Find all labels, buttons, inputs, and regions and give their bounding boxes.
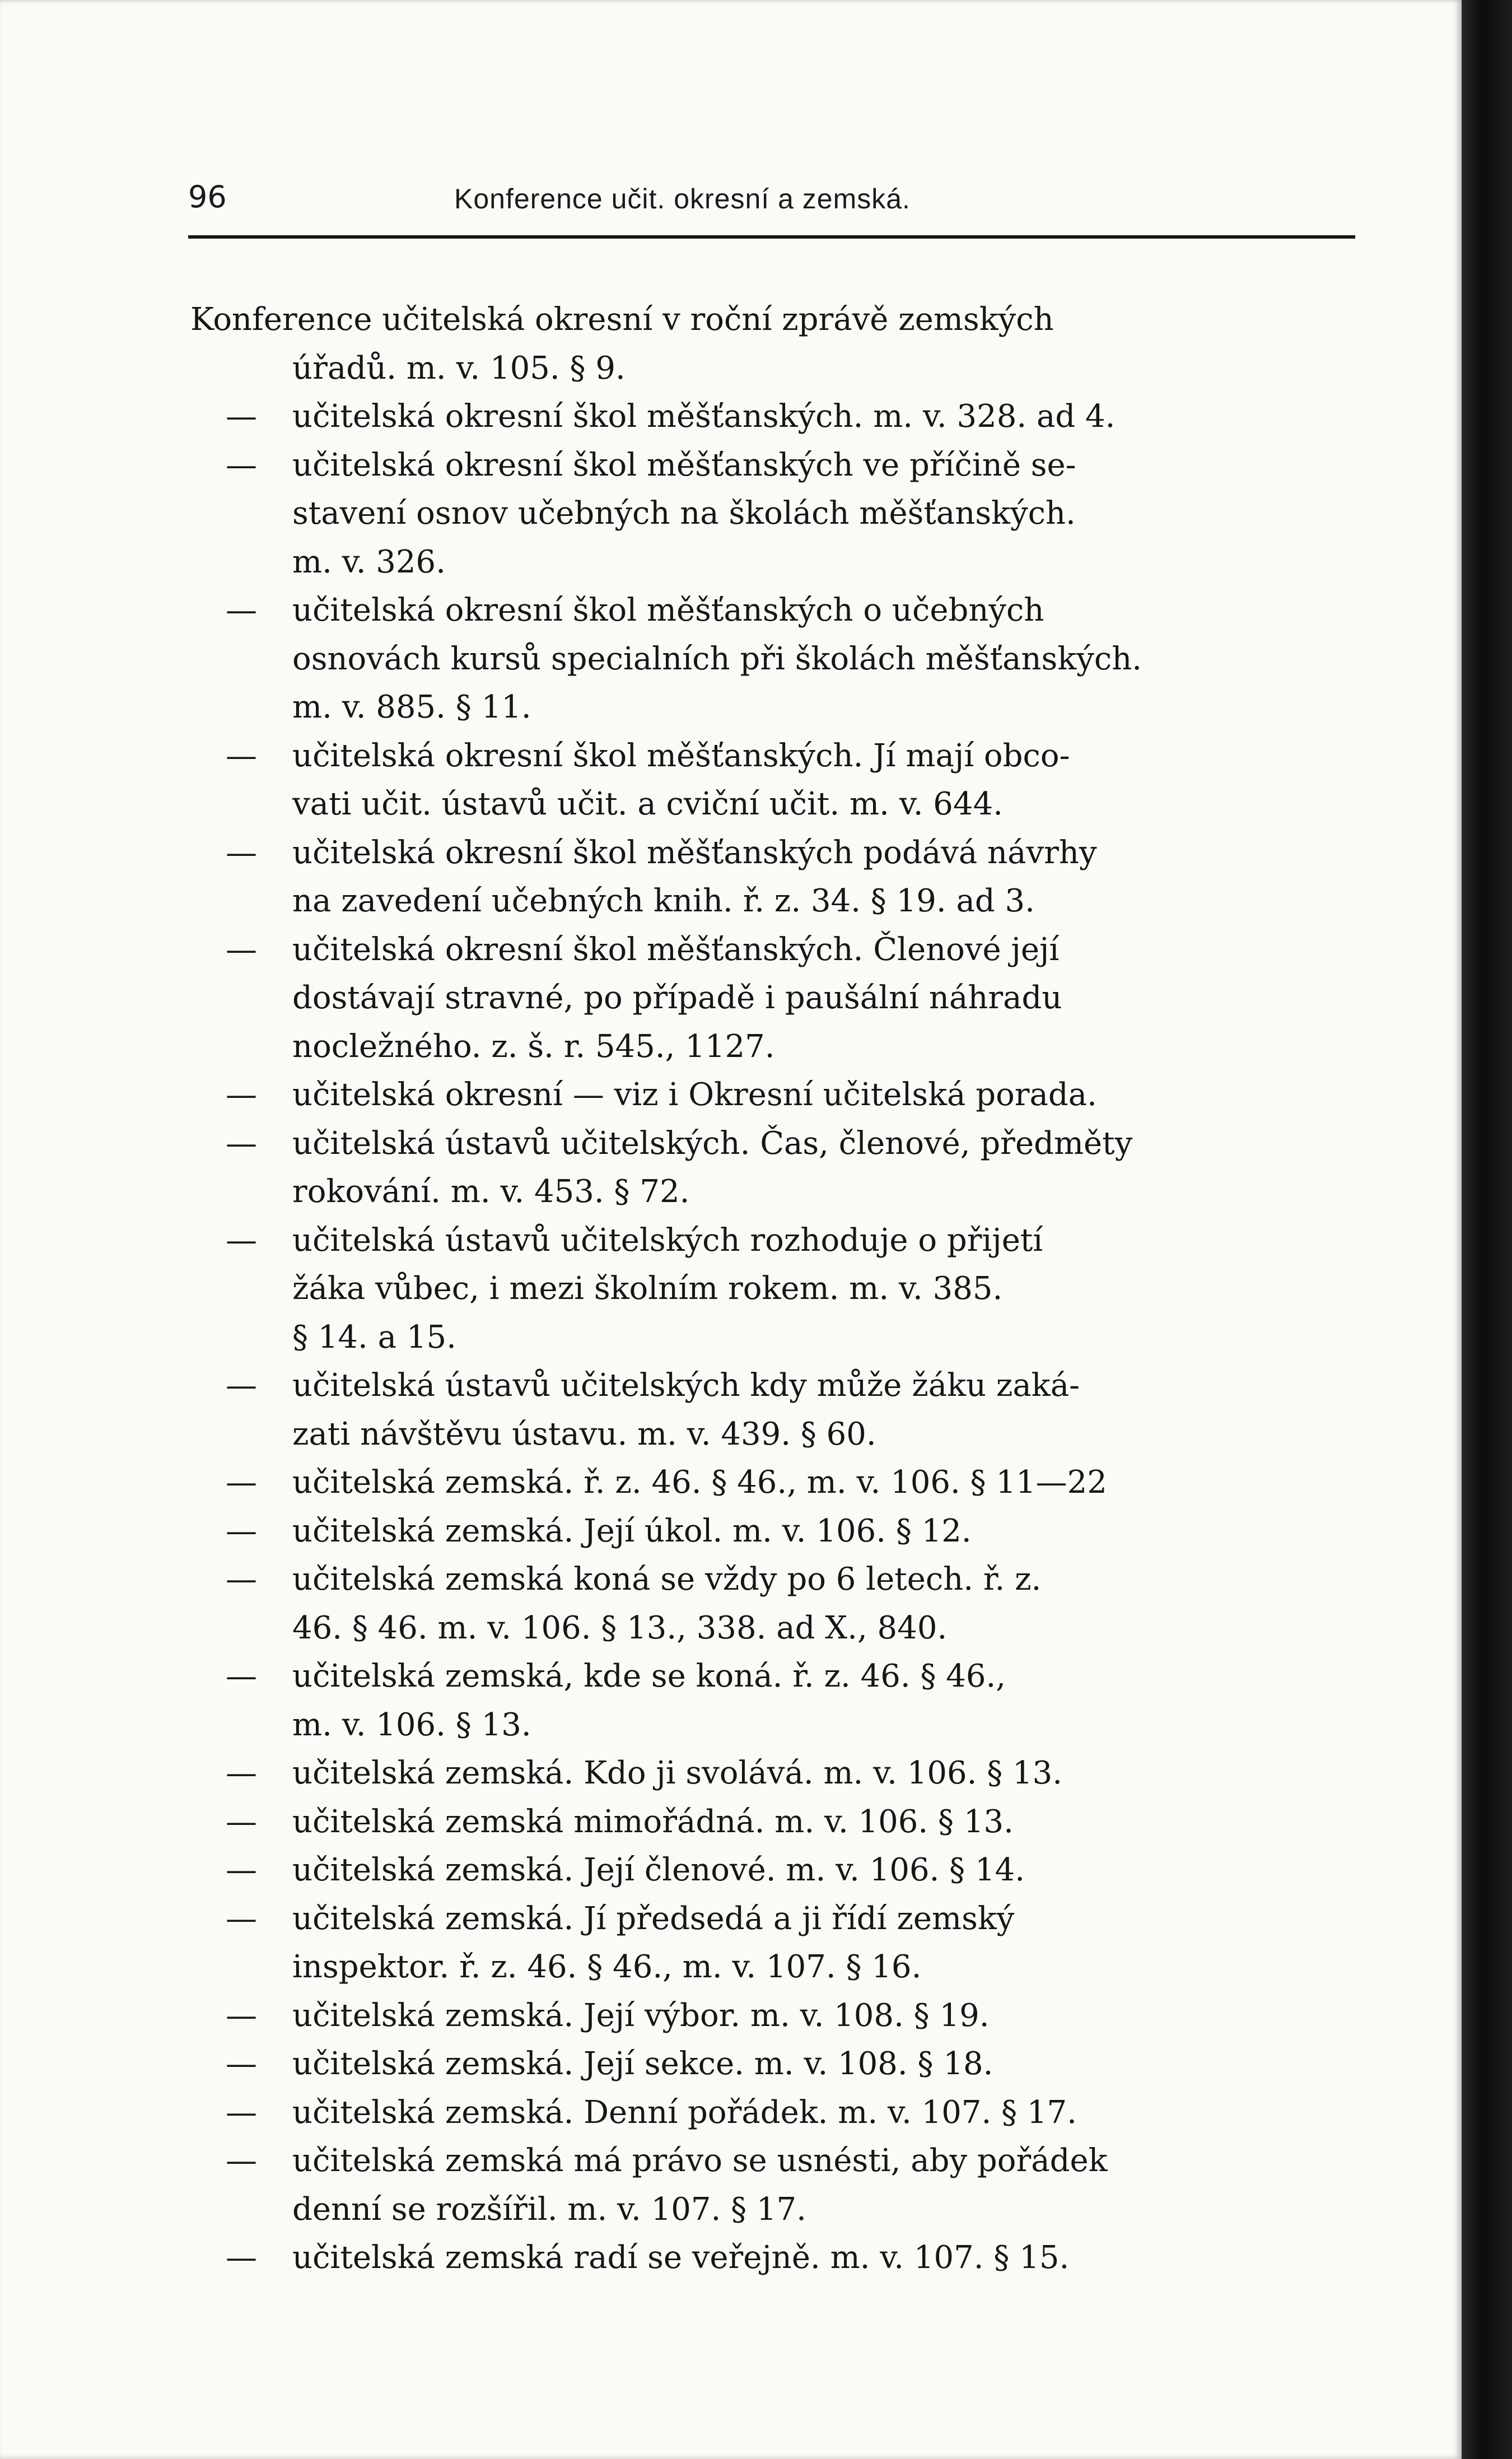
page-edge [1462,0,1512,2459]
entry-text: učitelská zemská. Její úkol. m. v. 106. § 12. [292,1512,972,1549]
entry-line [190,780,1361,829]
entry-dash: — [226,1077,257,1113]
index-entry [190,1071,1361,1120]
entry-text: učitelská okresní škol měšťanských. m. v. 328. ad 4. [292,398,1116,435]
index-entry [190,2089,1361,2137]
page-number: 96 [188,179,227,215]
entry-text: učitelská zemská. Denní pořádek. m. v. 107. § 17. [292,2094,1077,2131]
entry-text: učitelská okresní škol měšťanských. Jí mají obco- [292,737,1070,774]
entry-dash: — [226,834,257,871]
entry-text: osnovách kursů specialních při školách měšťanských. [292,640,1142,677]
index-entry [190,1217,1361,1362]
entry-text: m. v. 885. § 11. [292,689,531,725]
entry-line [190,1507,1361,1556]
entry-line [190,1701,1361,1750]
index-entry [190,1895,1361,1992]
entry-text: § 14. a 15. [292,1319,456,1356]
entry-line [190,829,1361,878]
index-entry [190,1362,1361,1459]
entry-line [190,635,1361,684]
entry-line [190,926,1361,975]
entry-text: stavení osnov učebných na školách měšťanských. [292,495,1076,532]
entry-line [190,2186,1361,2234]
index-entry [190,2040,1361,2089]
entry-dash: — [226,2143,257,2179]
entry-text: učitelská zemská. Jí předsedá a ji řídí zemský [292,1900,1015,1937]
entry-text: zati návštěvu ústavu. m. v. 439. § 60. [292,1415,876,1452]
index-entry [190,829,1361,926]
entry-dash: — [226,1803,257,1840]
index-entry [190,586,1361,732]
entry-text: učitelská okresní — viz i Okresní učitelská porada. [292,1077,1097,1113]
index-entry [190,732,1361,829]
entry-line [190,1798,1361,1847]
entry-line [190,1217,1361,1265]
index-entry [190,926,1361,1072]
entry-text: úřadů. m. v. 105. § 9. [292,350,626,386]
entry-line [190,1314,1361,1362]
entry-dash: — [226,1464,257,1501]
entry-text: denní se rozšířil. m. v. 107. § 17. [292,2191,806,2228]
entry-dash: — [226,1125,257,1162]
entry-text: učitelská zemská. Její členové. m. v. 106. § 14. [292,1852,1025,1888]
entry-dash: — [226,1852,257,1888]
entry-dash: — [226,1222,257,1259]
index-entry [190,1555,1361,1652]
entry-line [190,344,1361,393]
entry-dash: — [226,1658,257,1694]
running-title: Konference učit. okresní a zemská. [454,183,911,215]
index-entries [190,296,1361,2283]
entry-dash: — [226,2239,257,2276]
index-entry [190,1749,1361,1798]
entry-dash: — [226,398,257,435]
entry-line [190,1410,1361,1459]
entry-line [190,732,1361,781]
entry-line [190,1749,1361,1798]
entry-text: učitelská zemská. Její sekce. m. v. 108. § 18. [292,2046,993,2082]
entry-dash: — [226,1367,257,1404]
entry-line [190,586,1361,635]
entry-line [190,1555,1361,1604]
index-entry [190,441,1361,587]
index-entry [190,1846,1361,1895]
entry-line [190,2089,1361,2137]
entry-text: učitelská zemská. Její výbor. m. v. 108. § 19. [292,1997,990,2034]
entry-text: učitelská okresní škol měšťanských podává návrhy [292,834,1097,871]
entry-line [190,538,1361,587]
index-entry [190,1507,1361,1556]
entry-line [190,2040,1361,2089]
entry-line [190,1168,1361,1217]
entry-dash: — [226,592,257,628]
entry-text: učitelská okresní škol měšťanských. Členové její [292,931,1060,968]
entry-dash: — [226,931,257,968]
entry-text: učitelská zemská. ř. z. 46. § 46., m. v. 106. § 11—22 [292,1464,1107,1501]
entry-text: učitelská okresní škol měšťanských ve příčině se- [292,446,1076,483]
entry-line [190,1459,1361,1507]
entry-line [190,1846,1361,1895]
entry-dash: — [226,737,257,774]
entry-text: učitelská ústavů učitelských kdy může žáku zaká- [292,1367,1080,1404]
entry-text: učitelská ústavů učitelských rozhoduje o přijetí [292,1222,1043,1259]
entry-line [190,1652,1361,1701]
entry-line [190,393,1361,441]
entry-line [190,1895,1361,1944]
entry-line [190,1604,1361,1653]
entry-text: učitelská zemská mimořádná. m. v. 106. § 13. [292,1803,1014,1840]
entry-text: m. v. 106. § 13. [292,1706,531,1743]
header-rule [188,235,1355,239]
index-entry [190,393,1361,441]
entry-line [190,2137,1361,2186]
entry-text: učitelská zemská, kde se koná. ř. z. 46. § 46., [292,1658,1006,1694]
entry-dash: — [226,1755,257,1791]
entry-text: nocležného. z. š. r. 545., 1127. [292,1028,775,1065]
entry-line [190,296,1361,344]
index-entry [190,2234,1361,2283]
entry-line [190,1362,1361,1410]
entry-text: 46. § 46. m. v. 106. § 13., 338. ad X., 840. [292,1609,948,1646]
entry-text: vati učit. ústavů učit. a cviční učit. m. v. 644. [292,786,1003,822]
entry-line [190,1071,1361,1120]
page-header [188,179,1355,218]
entry-dash: — [226,2094,257,2131]
entry-line [190,1265,1361,1314]
entry-line [190,1023,1361,1072]
entry-dash: — [226,1900,257,1937]
entry-text: m. v. 326. [292,543,446,580]
index-entry [190,1459,1361,1507]
entry-line [190,490,1361,538]
entry-text: na zavedení učebných knih. ř. z. 34. § 19. ad 3. [292,883,1035,919]
index-entry [190,2137,1361,2234]
entry-line [190,2234,1361,2283]
index-entry [190,1798,1361,1847]
entry-line [190,1943,1361,1992]
index-entry [190,296,1361,393]
entry-text: rokování. m. v. 453. § 72. [292,1173,690,1210]
index-entry [190,1652,1361,1749]
entry-dash: — [226,2046,257,2082]
index-entry [190,1992,1361,2041]
entry-text: učitelská zemská koná se vždy po 6 letech. ř. z. [292,1561,1042,1598]
entry-text: učitelská zemská. Kdo ji svolává. m. v. 106. § 13. [292,1755,1063,1791]
entry-dash: — [226,446,257,483]
entry-line [190,1120,1361,1168]
entry-text: dostávají stravné, po případě i paušální náhradu [292,980,1062,1016]
entry-dash: — [226,1512,257,1549]
entry-text: učitelská zemská radí se veřejně. m. v. 107. § 15. [292,2239,1070,2276]
entry-line [190,1992,1361,2041]
entry-text: inspektor. ř. z. 46. § 46., m. v. 107. § 16. [292,1949,922,1985]
entry-text: učitelská okresní škol měšťanských o učebných [292,592,1044,628]
entry-line [190,974,1361,1023]
entry-text: žáka vůbec, i mezi školním rokem. m. v. 385. [292,1270,1003,1307]
entry-text: učitelská ústavů učitelských. Čas, členové, předměty [292,1125,1133,1162]
entry-dash: — [226,1561,257,1598]
entry-text: Konference učitelská okresní v roční zprávě zemských [190,301,1054,338]
entry-line [190,441,1361,490]
entry-line [190,683,1361,732]
index-entry [190,1120,1361,1217]
entry-line [190,877,1361,926]
entry-dash: — [226,1997,257,2034]
entry-text: učitelská zemská má právo se usnésti, aby pořádek [292,2143,1108,2179]
